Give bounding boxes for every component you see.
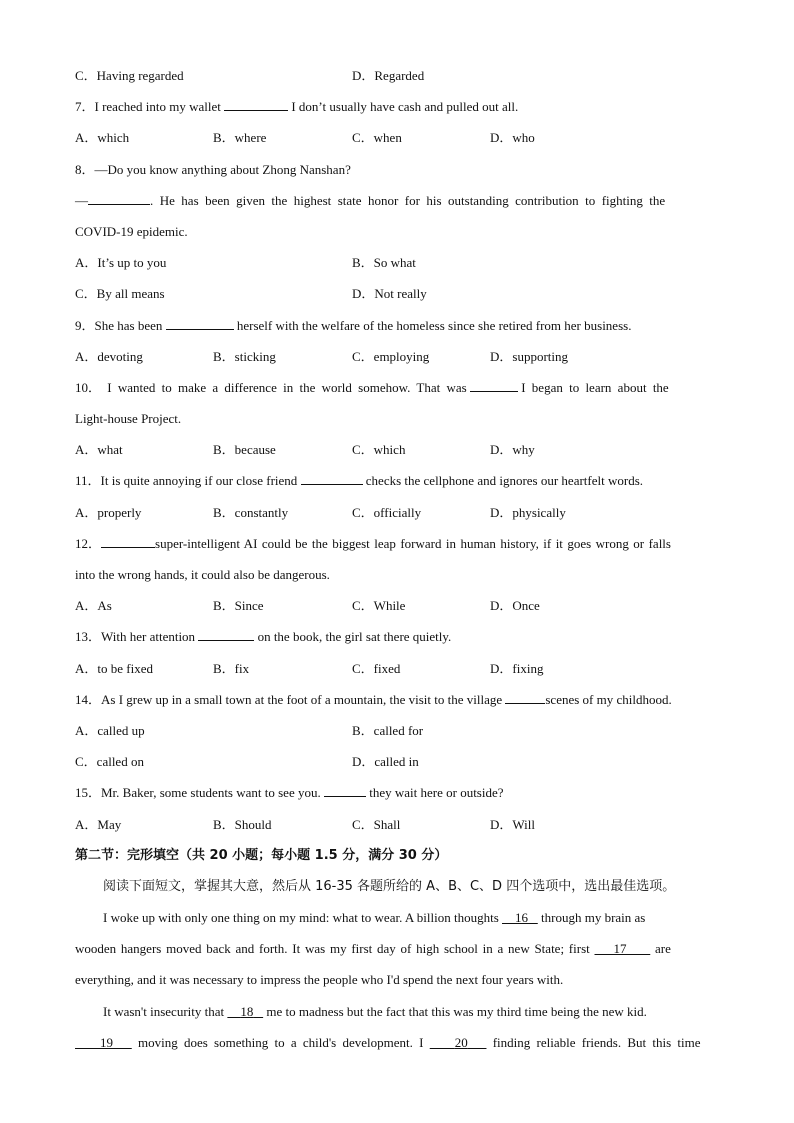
q10-option-c: C．which [352,442,406,458]
q15-option-c: C．Shall [352,816,401,832]
q12-options [75,594,719,625]
q7-option-c: C．when [352,130,402,146]
q15-options [75,813,719,844]
q6-options-row [75,64,719,95]
q10-stem-cont: Light-house Project. [75,411,182,427]
q15-option-a: A．May [75,816,122,832]
blank-20: 20 [454,1034,468,1050]
answer-blank [198,626,254,641]
blank-19: 19 [100,1034,113,1050]
q8-option-b: B．So what [352,255,416,271]
q10-options [75,438,719,469]
q8-option-d: D．Not really [352,286,427,302]
q11-option-a: A．properly [75,504,142,520]
exam-page [75,64,719,1062]
q13-stem: 13．With her attention on the book, the girl sat there quietly. [75,625,719,656]
q8-stem: 8．—Do you know anything about Zhong Nanshan? [75,161,351,177]
q9-option-c: C．employing [352,348,430,364]
passage-line: It wasn't insecurity that 18 me to madness but the fact that this was my third time being the new kid. [103,1003,647,1019]
q15-option-b: B．Should [213,816,272,832]
q12-option-b: B．Since [213,598,264,614]
q7-options [75,126,719,157]
q12-option-a: A．As [75,598,112,614]
q10-stem: 10． I wanted to make a difference in the world somehow. That was I began to learn about the [75,376,719,407]
q11-stem: 11．It is quite annoying if our close friend checks the cellphone and ignores our heartfelt words. [75,469,719,500]
q10-option-a: A．what [75,442,123,458]
q11-option-b: B．constantly [213,504,289,520]
answer-blank [224,96,288,111]
q6-option-d: D．Regarded [352,68,425,83]
answer-blank [470,377,518,392]
q14-option-d: D．called in [352,754,419,770]
q13-option-b: B．fix [213,660,250,676]
q7-stem: 7．I reached into my wallet I don’t usually have cash and pulled out all. [75,95,719,126]
answer-blank [88,190,150,205]
passage-line: wooden hangers moved back and forth. It was my first day of high school in a new State; first 17 are [75,941,671,957]
q10-option-b: B．because [213,442,276,458]
section-instruction: 阅读下面短文，掌握其大意，然后从 16-35 各题所给的 A、B、C、D 四个选项中，选出最佳选项。 [103,878,676,894]
q9-option-d: D．supporting [490,348,569,364]
q15-stem: 15．Mr. Baker, some students want to see you. they wait here or outside? [75,781,719,812]
blank-16: 16 [515,910,529,926]
q12-option-d: D．Once [490,598,540,614]
q8-reply: — . He has been given the highest state honor for his outstanding contribution to fighting the [75,189,719,220]
q11-option-d: D．physically [490,504,566,520]
q14-options-ab [75,719,719,750]
q13-option-a: A．to be fixed [75,660,153,676]
q9-option-b: B．sticking [213,348,276,364]
q14-stem: 14．As I grew up in a small town at the foot of a mountain, the visit to the village scenes of my childhood. [75,688,719,719]
q8-reply-cont: COVID-19 epidemic. [75,223,188,239]
q14-option-a: A．called up [75,722,145,738]
passage-line: 19 moving does something to a child's development. I 20 finding reliable friends. But this time [75,1031,719,1062]
q9-stem: 9．She has been herself with the welfare of the homeless since she retired from her business. [75,314,719,345]
q13-options [75,657,719,688]
passage-line: I woke up with only one thing on my mind: what to wear. A billion thoughts 16 through my brain as [103,910,646,926]
q13-option-d: D．fixing [490,660,544,676]
answer-blank [505,689,545,704]
q6-option-c: C．Having regarded [75,68,184,83]
q9-option-a: A．devoting [75,348,143,364]
blank-18: 18 [240,1003,254,1019]
q14-option-b: B．called for [352,722,424,738]
q12-stem-cont: into the wrong hands, it could also be dangerous. [75,567,330,582]
q8-options-cd [75,282,719,313]
q8-option-a: A．It’s up to you [75,255,167,271]
q10-option-d: D．why [490,442,535,458]
q7-option-b: B．where [213,130,267,146]
blank-17: 17 [613,941,627,957]
q15-option-d: D．Will [490,816,535,832]
q12-stem: 12． super-intelligent AI could be the biggest leap forward in human history, if it goes wrong or falls [75,532,719,563]
q8-option-c: C．By all means [75,286,165,302]
q12-option-c: C．While [352,598,406,614]
answer-blank [324,782,366,797]
q7-option-a: A．which [75,130,130,146]
answer-blank [101,533,155,548]
q11-options [75,501,719,532]
q11-option-c: C．officially [352,504,422,520]
passage-line: everything, and it was necessary to impress the people who I'd spend the next four years with. [75,972,564,988]
q7-option-d: D．who [490,130,535,146]
q8-options-ab [75,251,719,282]
q9-options [75,345,719,376]
q14-option-c: C．called on [75,754,144,770]
q13-option-c: C．fixed [352,660,401,676]
answer-blank [301,470,363,485]
answer-blank [166,315,234,330]
q14-options-cd [75,750,719,781]
section-title: 第二节：完形填空（共 20 小题；每小题 1.5 分，满分 30 分） [75,847,448,863]
